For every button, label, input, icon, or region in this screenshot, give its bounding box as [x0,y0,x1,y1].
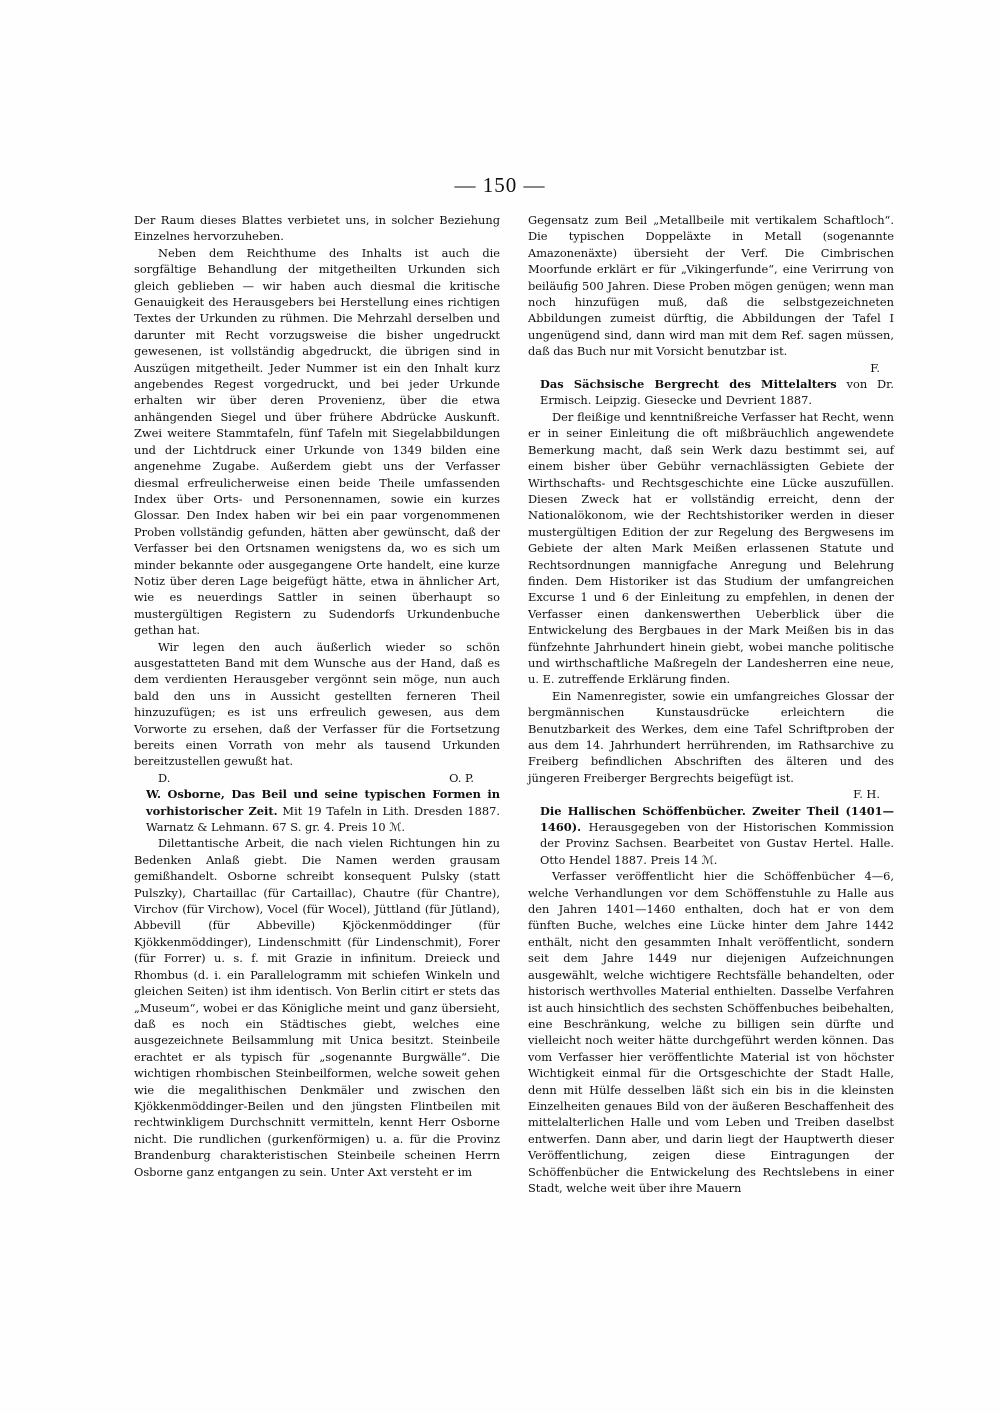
paragraph: Neben dem Reichthume des Inhalts ist auch die sorgfältige Behandlung der mitgetheilten Urkunden sich gleich geblieben — wir haben auch diesmal die kritische Genauigkeit des Herausgebers bei Herstellung eines richtigen Textes der Urkunden zu rühmen. Die Mehrzahl derselben und darunter mit Recht vorzugsweise die bisher ungedruckt gewesenen, ist vollständig abgedruckt, die übrigen sind in Auszügen mitgetheilt. Jeder Nummer ist ein den Inhalt kurz angebendes Regest vorgedruckt, und bei jeder Urkunde erhalten wir über deren Provenienz, über die etwa anhängenden Siegel und über frühere Abdrücke Auskunft. Zwei weitere Stammtafeln, fünf Tafeln mit Siegelabbildungen und der Lichtdruck einer Urkunde von 1349 bilden eine angenehme Zugabe. Außerdem giebt uns der Verfasser diesmal erfreulicherweise einen beide Theile umfassenden Index über Orts- und Personennamen, sowie ein kurzes Glossar. Den Index haben wir bei ein paar vorgenommenen Proben vollständig gefunden, hätten aber gewünscht, daß der Verfasser bei den Ortsnamen wenigstens da, wo es sich um minder bekannte oder ausgegangene Orte handelt, eine kurze Notiz über deren Lage beigefügt hätte, etwa in ähnlicher Art, wie es neuerdings Sattler in seinen überhaupt so mustergültigen Registern zu Sudendorfs Urkundenbuche gethan hat. [134,245,500,638]
signature-left: D. [158,770,171,785]
paragraph: Der fleißige und kenntnißreiche Verfasser hat Recht, wenn er in seiner Einleitung die oft mißbräuchlich angewendete Bemerkung macht, daß sein Werk dazu bestimmt sei, auf einem bisher über Gebühr vernachlässigten Gebiete der Wirthschafts- und Rechtsgeschichte eine Lücke auszufüllen. Diesen Zweck hat er vollständig erreicht, denn der Nationalökonom, wie der Rechtshistoriker werden in dieser mustergültigen Edition der zur Regelung des Bergwesens im Gebiete der alten Mark Meißen erlassenen Statute und Rechtsordnungen mannigfache Anregung und Belehrung finden. Dem Historiker ist das Studium der umfangreichen Excurse 1 und 6 der Einleitung zu empfehlen, in denen der Verfasser einen dankenswerthen Ueberblick über die Entwickelung des Bergbaues in der Mark Meißen bis in das fünfzehnte Jahrhundert hinein giebt, wobei manche politische und wirthschaftliche Maßregeln der Landesherren eine neue, u. E. zutreffende Erklärung finden. [528,409,894,687]
review-title: Die Hallischen Schöffenbücher. Zweiter Theil (1401—1460). [540,803,894,835]
paragraph: Gegensatz zum Beil „Metallbeile mit vertikalem Schaftloch“. Die typischen Doppeläxte in Metall (sogenannte Amazonenäxte) übersieht der Verf. Die Cimbrischen Moorfunde erklärt er für „Vikingerfunde“, eine Verirrung von beiläufig 500 Jahren. Diese Proben mögen genügen; wenn man noch hinzufügen muß, daß die selbstgezeichneten Abbildungen zumeist dürftig, die Abbildungen der Tafel I ungenügend sind, dann wird man mit dem Ref. sagen müssen, daß das Buch nur mit Vorsicht benutzbar ist. [528,213,894,359]
review-heading [134,786,500,835]
signature-line [528,360,894,376]
page-number: — 150 — [454,173,546,197]
review-title: Das Sächsische Bergrecht des Mittelalters [540,377,837,392]
right-column [528,212,894,1196]
paragraph: Dilettantische Arbeit, die nach vielen Richtungen hin zu Bedenken Anlaß giebt. Die Namen werden grausam gemißhandelt. Osborne schreibt konsequent Pulsky (statt Pulszky), Chartaillac (für Cartaillac), Chautre (für Chantre), Virchov (für Virchow), Vocel (für Wocel), Jüttland (für Jütland), Abbevill (für Abbeville) Kjöckenmöddinger (für Kjökkenmöddinger), Lindenschmitt (für Lindenschmit), Forer (für Forrer) u. s. f. mit Grazie in infinitum. Dreieck und Rhombus (d. i. ein Parallelogramm mit schiefen Winkeln und gleichen Seiten) ist ihm identisch. Von Berlin citirt er stets das „Museum“, wobei er das Königliche meint und ganz übersieht, daß es noch ein Städtisches giebt, welches eine ausgezeichnete Beilsammlung mit Unica besitzt. Steinbeile erachtet er als typisch für „sogenannte Burgwälle“. Die wichtigen rhombischen Steinbeilformen, welche soweit gehen wie die megalithischen Denkmäler und zwischen den Kjökkenmöddinger-Beilen und den jüngsten Flintbeilen mit rechtwinkligem Durchschnitt vermitteln, kennt Herr Osborne nicht. Die rundlichen (gurkenförmigen) u. a. für die Provinz Brandenburg charakteristischen Steinbeile scheinen Herrn Osborne ganz entgangen zu sein. Unter Axt versteht er im [134,836,500,1179]
review-heading [528,803,894,869]
paragraph: Wir legen den auch äußerlich wieder so schön ausgestatteten Band mit dem Wunsche aus der Hand, daß es dem verdienten Herausgeber vergönnt sein möge, nun auch bald den uns in Aussicht gestellten ferneren Theil hinzuzufügen; es ist uns erfreulich gewesen, aus dem Vorworte zu ersehen, daß der Verfasser für die Fortsetzung bereits einen Vorrath von mehr als tausend Urkunden bereitzustellen gewußt hat. [134,639,500,769]
paragraph: Der Raum dieses Blattes verbietet uns, in solcher Beziehung Einzelnes hervorzuheben. [134,213,500,244]
review-bibliography: Mit 19 Tafeln in Lith. Dresden 1887. Warnatz & Lehmann. 67 S. gr. 4. Preis 10 ℳ. [146,803,500,835]
paragraph: Ein Namenregister, sowie ein umfangreiches Glossar der bergmännischen Kunstausdrücke erleichtern die Benutzbarkeit des Werkes, dem eine Tafel Schriftproben der aus dem 14. Jahrhundert herrührenden, im Rathsarchive zu Freiberg befindlichen Abschriften des älteren und des jüngeren Freiberger Bergrechts beigefügt ist. [528,688,894,785]
review-bibliography: Herausgegeben von der Historischen Kommission der Provinz Sachsen. Bearbeitet von Gustav Hertel. Halle. Otto Hendel 1887. Preis 14 ℳ. [540,820,894,867]
review-heading [528,376,894,409]
left-column [134,212,500,1180]
signature-right: O. P. [449,770,474,785]
signature: F. [870,360,880,375]
review-title: W. Osborne, Das Beil und seine typischen Formen in vorhistorischer Zeit. [146,787,500,818]
paragraph: Verfasser veröffentlicht hier die Schöffenbücher 4—6, welche Verhandlungen vor dem Schöffenstuhle zu Halle aus den Jahren 1401—1460 enthalten, doch hat er von dem fünften Buche, welches eine Lücke hinter dem Jahre 1442 enthält, nicht den gesammten Inhalt veröffentlicht, sondern seit dem Jahre 1449 nur diejenigen Aufzeichnungen ausgewählt, welche wichtigere Rechtsfälle behandelten, oder historisch werthvolles Material enthielten. Dasselbe Verfahren ist auch hinsichtlich des sechsten Schöffenbuches beibehalten, eine Beschränkung, welche zu billigen sein dürfte und vielleicht noch weiter hätte durchgeführt werden können. Das vom Verfasser hier veröffentlichte Material ist von höchster Wichtigkeit einmal für die Ortsgeschichte der Stadt Halle, denn mit Hülfe desselben läßt sich ein bis in die kleinsten Einzelheiten genaues Bild von der äußeren Beschaffenheit des mittelalterlichen Halle und vom Leben und Treiben daselbst entwerfen. Dann aber, und darin liegt der Hauptwerth dieser Veröffentlichung, zeigen diese Eintragungen der Schöffenbücher die Entwickelung des Rechtslebens in einer Stadt, welche weit über ihre Mauern [528,869,894,1195]
signature: F. H. [853,787,880,802]
signature-line [134,770,500,786]
review-bibliography: von Dr. Ermisch. Leipzig. Giesecke und Devrient 1887. [540,377,894,408]
signature-line [528,786,894,802]
